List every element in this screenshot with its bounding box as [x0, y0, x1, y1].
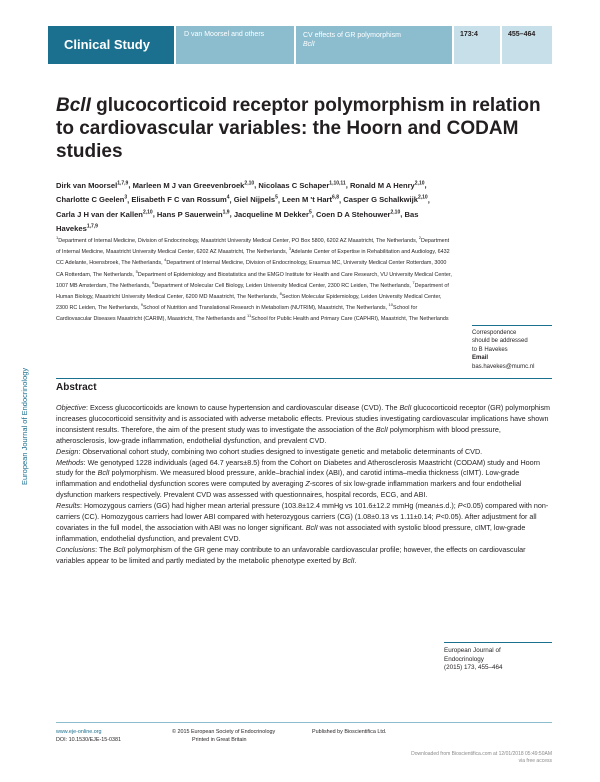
download-line-2: via free access: [518, 758, 552, 765]
abstract-divider: [56, 378, 552, 379]
citation-line-2: Endocrinology: [444, 655, 484, 663]
results-text-1: : Homozygous carriers (GG) had higher mean arterial pressure (103.8±12.4 mmHg vs 101.6±12.2 mmHg (mean±s.d.);: [79, 501, 458, 511]
footer-links: [56, 728, 121, 744]
results-p-1: P: [457, 501, 463, 511]
objective-label: Objective: [56, 403, 86, 412]
author-name: Dirk van Moorsel: [56, 180, 118, 190]
affiliation-text: School for Public Health and Primary Care (CAPHRI), Maastricht, The Netherlands: [251, 316, 449, 323]
author: [282, 195, 339, 204]
side-journal-name: European Journal of Endocrinology: [20, 367, 29, 485]
abstract-objective: [56, 403, 552, 447]
abstract-results: [56, 501, 552, 545]
running-authors: D van Moorsel and others: [176, 26, 294, 64]
affiliation-marker: 5: [135, 268, 138, 274]
affiliation-text: Department of Internal Medicine, Division of Endocrinology, Maastricht University Medical Center, PO Box 5800, 6202 AZ Maastricht, The Netherlands,: [58, 237, 419, 244]
methods-gene: BclI: [97, 468, 110, 478]
footer-copyright: [172, 728, 275, 744]
conclusions-label: Conclusions: [56, 544, 96, 554]
affiliation-text: Department of Epidemiology and Biostatistics and the EMGO Institute for Health and Care Research, VU University Medical Center, 1007 MB Amsterdam, The Netherlands,: [56, 271, 452, 289]
author: [131, 195, 229, 204]
download-stamp: [402, 751, 552, 766]
download-line-1: Downloaded from Bioscientifica.com at 12/01/2018 05:49:50AM: [411, 751, 552, 757]
abstract-conclusions: [56, 545, 552, 567]
objective-text-2: glucocorticoid receptor (GR) polymorphism increases glucocorticoid sensitivity and is associated with adverse metabolic effects. Previous studies investigating cardiovascular implications have shown inconsistent results. Therefore, the aim of the present study was to investigate the association of the: [56, 403, 551, 434]
affiliation-marker: 2: [418, 235, 422, 240]
author-name: Leen M 't Hart: [282, 195, 333, 205]
volume-issue: 173:4: [454, 26, 500, 64]
author: [234, 195, 278, 204]
journal-url[interactable]: www.eje-online.org: [56, 729, 102, 735]
methods-text-3: -scores of six low-grade inflammation markers and four endothelial dysfunction markers respectively. Prevalent CVD was assessed with questionnaires, hospital records, ECG, and ABI.: [56, 479, 522, 500]
section-label: Clinical Study: [48, 26, 174, 64]
author-name: Carla J H van der Kallen: [56, 209, 143, 219]
author-name: Charlotte C Geelen: [56, 195, 125, 205]
conclusions-gene-2: BclI: [342, 555, 355, 565]
affiliation-marker: 1: [56, 235, 59, 240]
abstract-body: [56, 403, 552, 567]
results-p-2: P: [435, 512, 441, 522]
publisher: Published by Bioscientifica Ltd.: [312, 729, 387, 735]
abstract-methods: [56, 458, 552, 502]
footer-divider: [56, 722, 552, 723]
author-name: Marleen M J van Greevenbroek: [132, 180, 245, 190]
citation-line-3: (2015) 173, 455–464: [444, 664, 503, 672]
methods-text-2: polymorphism. We measured blood pressure, ankle–brachial index (ABI), and carotid intima–media thickness (cIMT). Low-grade inflammation and endothelial dysfunction scores were computed by averaging: [56, 468, 520, 489]
conclusions-text-3: .: [354, 555, 357, 565]
author: [350, 181, 425, 190]
affiliation-text: School for Cardiovascular Diseases Maastricht (CARIM), Maastricht, The Netherlands and: [56, 305, 418, 323]
author-affiliation-marker: 4: [226, 194, 230, 201]
conclusions-text-2: polymorphism of the GR gene may contribute to an unfavorable cardiovascular profile; however, the effects on cardiovascular variables appear to be limited and partly mediated by the metabolic phenotype exerted by: [56, 544, 526, 565]
objective-text-3: polymorphism with blood pressure, atherosclerosis, low-grade inflammation, endothelial dysfunction, and prevalent CVD.: [56, 424, 501, 445]
affiliation-text: Department of Internal Medicine, Maastricht University Medical Center, 6202 AZ Maastricht, The Netherlands,: [56, 237, 450, 255]
conclusions-text-1: : The: [95, 544, 114, 554]
author: [258, 181, 345, 190]
doi[interactable]: DOI: 10.1530/EJE-15-0381: [56, 737, 122, 743]
author-name: Nicolaas C Schaper: [258, 180, 330, 190]
author-affiliation-marker: 3: [124, 194, 128, 201]
author: [343, 195, 427, 204]
results-label: Results: [56, 501, 80, 511]
citation-line-1: European Journal of: [444, 647, 501, 654]
correspondence-box: [472, 325, 552, 371]
abstract-design: [56, 447, 552, 458]
printed-in: Printed in Great Britain: [192, 737, 247, 743]
conclusions-gene-1: BclI: [113, 544, 126, 554]
page-range: 455–464: [502, 26, 552, 64]
author-affiliation-marker: 2,10: [417, 194, 428, 201]
author-affiliation-marker: 1,7,9: [117, 180, 129, 186]
author: [133, 181, 255, 190]
affiliation-text: Department of Human Biology, Maastricht University Medical Center, 6200 MD Maastricht, The Netherlands,: [56, 282, 449, 300]
affiliation-marker: 9: [140, 302, 143, 308]
author-list: Dirk van Moorsel$^{1,7,9}$, Marleen M J van Greevenbroek$^{2,10}$, Nicolaas C Schaper$^{1,10,11}$, Ronald M A Henry$^{2,10}$, Charlotte C Geelen$^3$, Elisabeth F C van Rossum$^4$, Giel Nijpels$^5$, Leen M 't Hart$^{6,8}$, Casper G Schalkwijk$^{2,10}$, Carla J H van der Kallen$^{2,10}$, Hans P Sauerwein$^{1,9}$, Jacqueline M Dekker$^5$, Coen D A Stehouwer$^{2,10}$, Bas Havekes$^{1,7,9}$: [56, 180, 430, 234]
affiliation-marker: 3: [288, 246, 291, 252]
author-affiliation-marker: 2,10: [414, 180, 425, 186]
author: [234, 210, 312, 219]
correspondence-line-1: Correspondence: [472, 330, 517, 336]
design-label: Design: [56, 446, 79, 456]
author-affiliation-marker: 6,8: [332, 194, 339, 201]
affiliation-marker: 6: [152, 279, 155, 285]
author: [157, 210, 230, 219]
author-affiliation-marker: 1,9: [222, 209, 230, 216]
journal-header: [0, 26, 600, 64]
correspondence-line-3: to B Havekes: [472, 346, 508, 353]
author: [316, 210, 400, 219]
methods-label: Methods: [56, 457, 84, 467]
author-name: Elisabeth F C van Rossum: [131, 195, 227, 205]
running-title-line-2: BclI: [303, 41, 315, 48]
affiliation-marker: 11: [247, 313, 252, 319]
correspondence-email-label: Email: [472, 355, 489, 362]
correspondence-email[interactable]: bas.havekes@mumc.nl: [472, 363, 535, 370]
objective-gene-2: BclI: [375, 424, 388, 434]
author-affiliation-marker: 2,10: [390, 209, 401, 216]
citation-box: [444, 647, 552, 673]
affiliation-marker: 8: [279, 291, 282, 297]
affiliation-text: School of Nutrition and Translational Research in Metabolism (NUTRIM), Maastricht, The Netherlands,: [142, 305, 389, 312]
results-text-2: <0.05) compared with non-carriers (CC). Homozygous carriers had lower ABI compared with heterozygous carriers (CG) (1.08±0.13 vs 1.11±0.14;: [56, 501, 549, 522]
affiliation-text: Department of Internal Medicine, Division of Endocrinology, Erasmus MC, University Medical Center Rotterdam, 3000 CA Rotterdam, The Netherlands,: [56, 260, 447, 278]
correspondence-line-2: should be addressed: [472, 338, 528, 345]
methods-text-1: : We genotyped 1228 individuals (aged 64.7 years±8.5) from the Cohort on Diabetes and Atherosclerosis Maastricht (CODAM) study and Hoorn study for the: [56, 457, 541, 478]
author-affiliation-marker: 5: [275, 194, 278, 201]
results-text-3: <0.05). After adjustment for all covariates in the full model, the association with ABI was no longer significant.: [56, 512, 537, 532]
affiliation-text: Department of Molecular Cell Biology, Leiden University Medical Center, 2300 RC Leiden, The Netherlands,: [154, 282, 413, 289]
author-affiliation-marker: 1,7,9: [86, 223, 98, 230]
author-affiliation-marker: 5: [308, 209, 312, 216]
objective-text-1: : Excess glucocorticoids are known to cause hypertension and cardiovascular disease (CVD). The: [85, 403, 400, 412]
author-name: Hans P Sauerwein: [156, 209, 223, 219]
author-name: Giel Nijpels: [233, 195, 276, 205]
author-affiliation-marker: 2,10: [142, 209, 153, 216]
author-name: Coen D A Stehouwer: [315, 209, 391, 219]
results-text-4: was not associated with systolic blood pressure, cIMT, low-grade inflammation, endothelial dysfunction, and prevalent CVD.: [56, 522, 526, 543]
article-title: [56, 94, 556, 163]
running-title: [296, 26, 452, 64]
author-name: Bas Havekes: [56, 209, 419, 234]
methods-z: Z: [305, 479, 310, 489]
author-name: Casper G Schalkwijk: [343, 195, 418, 205]
author-name: Ronald M A Henry: [349, 180, 415, 190]
author: [56, 181, 128, 190]
author-affiliation-marker: 1,10,11: [329, 180, 346, 186]
title-gene: BclI: [56, 95, 91, 116]
affiliation-marker: 7: [412, 279, 415, 285]
running-title-line-1: CV effects of GR polymorphism: [303, 32, 401, 39]
affiliation-text: Adelante Center of Expertise in Rehabilitation and Audiology, 6432 CC Adelante, Hoensbroek, The Netherlands,: [56, 249, 450, 267]
copyright: © 2015 European Society of Endocrinology: [172, 729, 276, 735]
author-name: Jacqueline M Dekker: [233, 209, 309, 219]
title-rest: glucocorticoid receptor polymorphism in relation to cardiovascular variables: the Hoorn and CODAM studies: [56, 95, 541, 162]
author: [56, 195, 127, 204]
affiliation-marker: 4: [164, 257, 167, 263]
citation-divider: [444, 642, 552, 643]
objective-gene-1: BclI: [399, 403, 412, 412]
abstract-heading: Abstract: [56, 382, 97, 393]
affiliation-marker: 10: [388, 302, 393, 308]
affiliations: [56, 234, 452, 324]
results-gene: BclI: [305, 522, 318, 532]
design-text: : Observational cohort study, combining two cohort studies designed to investigate genetic and metabolic determinants of CVD.: [78, 446, 483, 456]
author: [56, 210, 153, 219]
author-affiliation-marker: 2,10: [244, 180, 255, 186]
affiliation-text: Section Molecular Epidemiology, Leiden University Medical Center, 2300 RC Leiden, The Netherlands,: [56, 293, 442, 312]
